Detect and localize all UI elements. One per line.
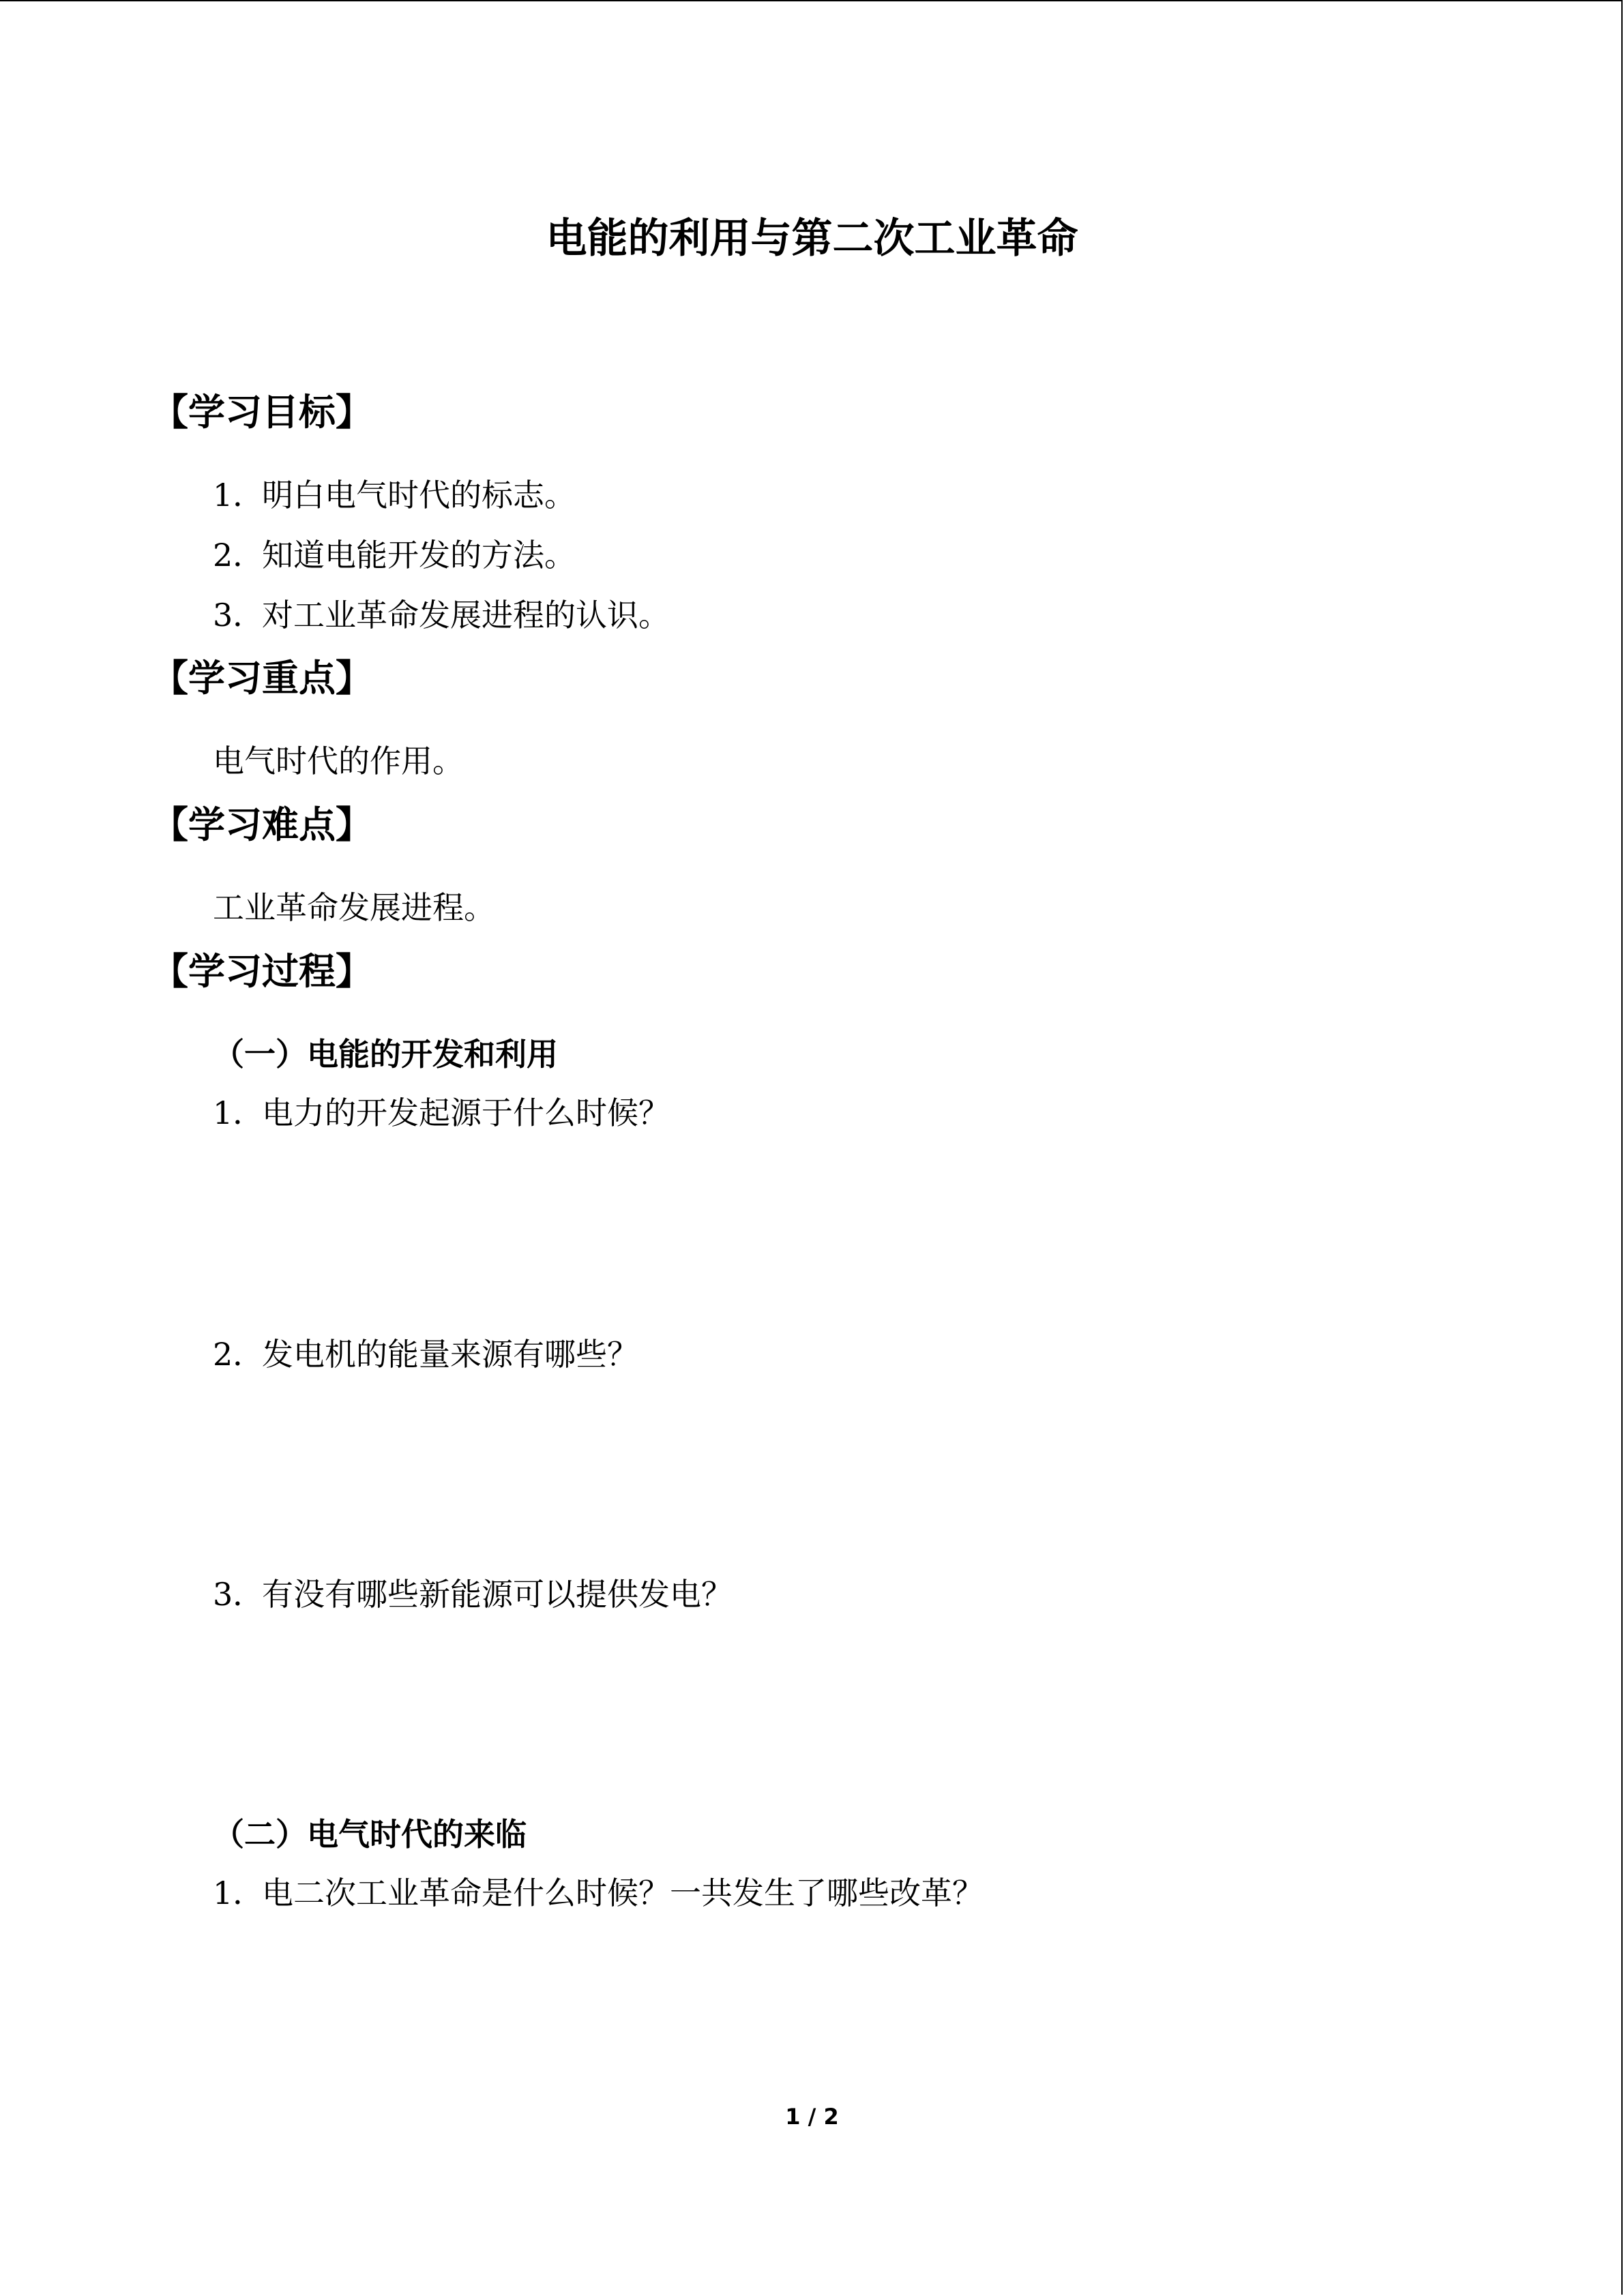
part2-heading: （二）电气时代的来临: [213, 1816, 527, 1853]
objective-item-2-text: 知道电能开发的方法。: [262, 537, 576, 573]
part1-question-1-text: 电力的开发起源于什么时候？: [262, 1094, 670, 1131]
objective-item-1: [213, 474, 576, 516]
document-title: 电能的利用与第二次工业革命: [546, 215, 1078, 263]
objective-item-3-number: 3．: [213, 597, 265, 633]
part1-question-1: [213, 1092, 670, 1134]
process-heading: 【学习过程】: [151, 950, 372, 993]
objective-item-1-number: 1．: [213, 477, 265, 513]
part1-question-2-number: 2．: [213, 1336, 265, 1373]
objectives-heading: 【学习目标】: [151, 391, 372, 434]
part2-question-1: [213, 1872, 984, 1914]
part2-question-1-text: 电二次工业革命是什么时候？一共发生了哪些改革？: [262, 1875, 984, 1911]
difficulties-text: 工业革命发展进程。: [213, 889, 495, 926]
key-points-heading: 【学习重点】: [151, 657, 372, 700]
part2-question-1-number: 1．: [213, 1875, 265, 1911]
part1-question-3: [213, 1573, 733, 1615]
part1-question-3-text: 有没有哪些新能源可以提供发电？: [262, 1576, 733, 1613]
objective-item-3-text: 对工业革命发展进程的认识。: [262, 597, 670, 633]
page-indicator: 1 / 2: [785, 2104, 839, 2130]
part1-heading: （一）电能的开发和利用: [213, 1036, 558, 1073]
objective-item-2-number: 2．: [213, 537, 265, 573]
part1-question-1-number: 1．: [213, 1094, 265, 1131]
part1-question-2: [213, 1333, 638, 1375]
objective-item-1-text: 明白电气时代的标志。: [262, 477, 576, 513]
part1-question-2-text: 发电机的能量来源有哪些？: [262, 1336, 638, 1373]
objective-item-3: [213, 594, 670, 636]
part1-question-3-number: 3．: [213, 1576, 265, 1613]
difficulties-heading: 【学习难点】: [151, 803, 372, 846]
objective-item-2: [213, 534, 576, 576]
key-points-text: 电气时代的作用。: [213, 743, 464, 779]
